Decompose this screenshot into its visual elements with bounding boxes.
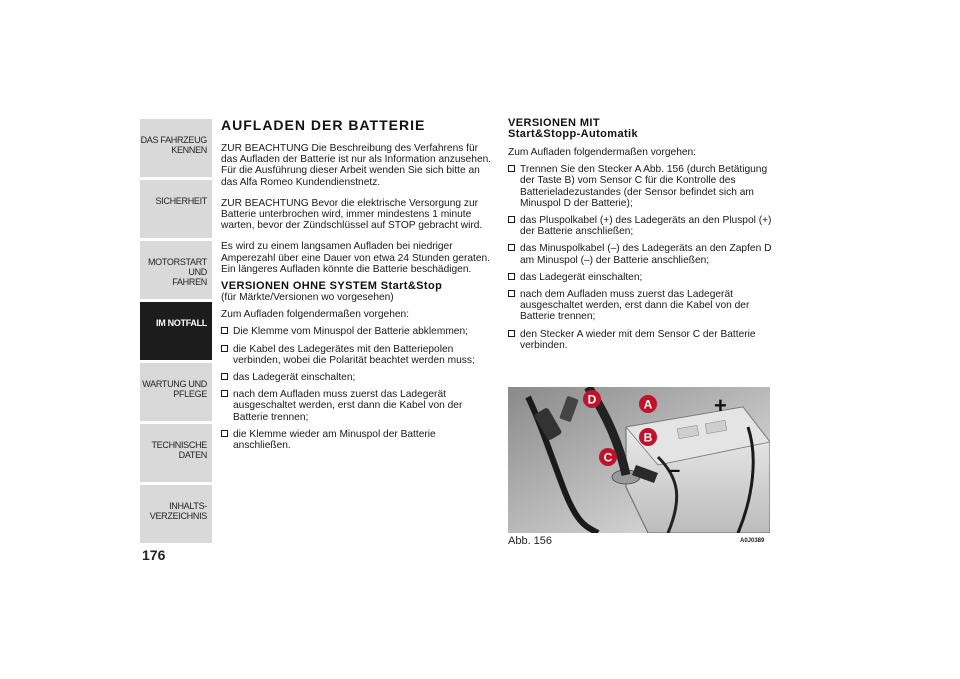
tab-label: SICHERHEIT [155, 196, 207, 206]
right-column [508, 118, 780, 357]
list-item: das Pluspolkabel (+) des Ladegeräts an den Pluspol (+) der Batterie anschließen; [508, 215, 780, 237]
list-item: die Kabel des Ladegerätes mit den Batteriepolen verbinden, wobei die Polarität beachtet werden muss; [221, 344, 493, 366]
note-paragraph: ZUR BEACHTUNG Bevor die elektrische Versorgung zur Batterie unterbrochen wird, immer mindestens 1 minute warten, bevor der Zündschlüssel auf STOP gebracht wird. [221, 197, 483, 232]
tab-technische-daten[interactable] [140, 424, 212, 482]
minus-sign: – [668, 457, 681, 482]
figure-caption: Abb. 156 [508, 535, 553, 547]
left-column [221, 118, 493, 457]
section-title: AUFLADEN DER BATTERIE [221, 117, 426, 133]
figure-code: A0J0389 [740, 538, 765, 544]
tab-wartung-und-pflege[interactable] [140, 363, 212, 421]
list-item: die Klemme wieder am Minuspol der Batterie anschließen. [221, 429, 493, 451]
tab-sicherheit[interactable] [140, 180, 212, 238]
tab-inhaltsverzeichnis[interactable] [140, 485, 212, 543]
tab-label: INHALTS- VERZEICHNIS [149, 501, 207, 521]
subsection-title [508, 118, 780, 140]
steps-list [508, 164, 780, 351]
tab-im-notfall[interactable] [140, 302, 212, 360]
list-item: den Stecker A wieder mit dem Sensor C der Batterie verbinden. [508, 329, 780, 351]
list-item: das Ladegerät einschalten; [221, 372, 493, 383]
tab-label: MOTORSTART UND FAHREN [147, 257, 207, 287]
page-number: 176 [142, 547, 166, 563]
list-item: nach dem Aufladen muss zuerst das Ladegerät ausgeschaltet werden, erst dann die Kabel von der Batterie trennen; [508, 289, 780, 323]
intro-text: Zum Aufladen folgendermaßen vorgehen: [508, 147, 697, 158]
list-item: das Minuspolkabel (–) des Ladegeräts an den Zapfen D am Minuspol (–) der Batterie anschließen; [508, 243, 780, 265]
tab-motorstart-und-fahren[interactable] [140, 241, 212, 299]
subtitle-line: VERSIONEN MIT [508, 117, 600, 129]
list-item: nach dem Aufladen muss zuerst das Ladegerät ausgeschaltet werden, erst dann die Kabel von der Batterie trennen; [221, 389, 493, 423]
marker-c: C [603, 450, 613, 465]
plus-sign: + [714, 393, 727, 418]
marker-b: B [643, 430, 653, 445]
steps-list [221, 326, 493, 451]
battery-figure [508, 387, 770, 533]
tab-label: WARTUNG UND PFLEGE [142, 379, 207, 399]
tab-label: TECHNISCHE DATEN [151, 440, 207, 460]
marker-d: D [587, 392, 597, 407]
list-item: Die Klemme vom Minuspol der Batterie abklemmen; [221, 326, 493, 337]
marker-a: A [643, 397, 653, 412]
subtitle-note: (für Märkte/Versionen wo vorgesehen) [221, 292, 394, 304]
list-item: Trennen Sie den Stecker A Abb. 156 (durch Betätigung der Taste B) vom Sensor C für die Kontrolle des Batterieladezustandes (der Sensor befindet sich am Minuspol D der Batterie); [508, 164, 780, 209]
subtitle-line: Start&Stopp-Automatik [508, 128, 639, 140]
battery-illustration [508, 387, 770, 533]
intro-text: Zum Aufladen folgendermaßen vorgehen: [221, 309, 410, 321]
body-paragraph: Es wird zu einem langsamen Aufladen bei niedriger Amperezahl über eine Dauer von etwa 24 Stunden geraten. Ein längeres Aufladen könnte die Batterie beschädigen. [221, 241, 491, 275]
tab-label: IM NOTFALL [156, 318, 207, 328]
list-item: das Ladegerät einschalten; [508, 272, 780, 283]
note-paragraph: ZUR BEACHTUNG Die Beschreibung des Verfahrens für das Aufladen der Batterie ist nur als Information anzusehen. Für die Ausführung dieser Arbeit wenden Sie sich bitte an das Alfa Romeo Kundendienstnetz. [221, 143, 492, 188]
tab-label: DAS FAHRZEUG KENNEN [140, 135, 207, 155]
subsection-title: VERSIONEN OHNE SYSTEM Start&Stop [221, 280, 443, 293]
tab-das-fahrzeug-kennen[interactable] [140, 119, 212, 177]
